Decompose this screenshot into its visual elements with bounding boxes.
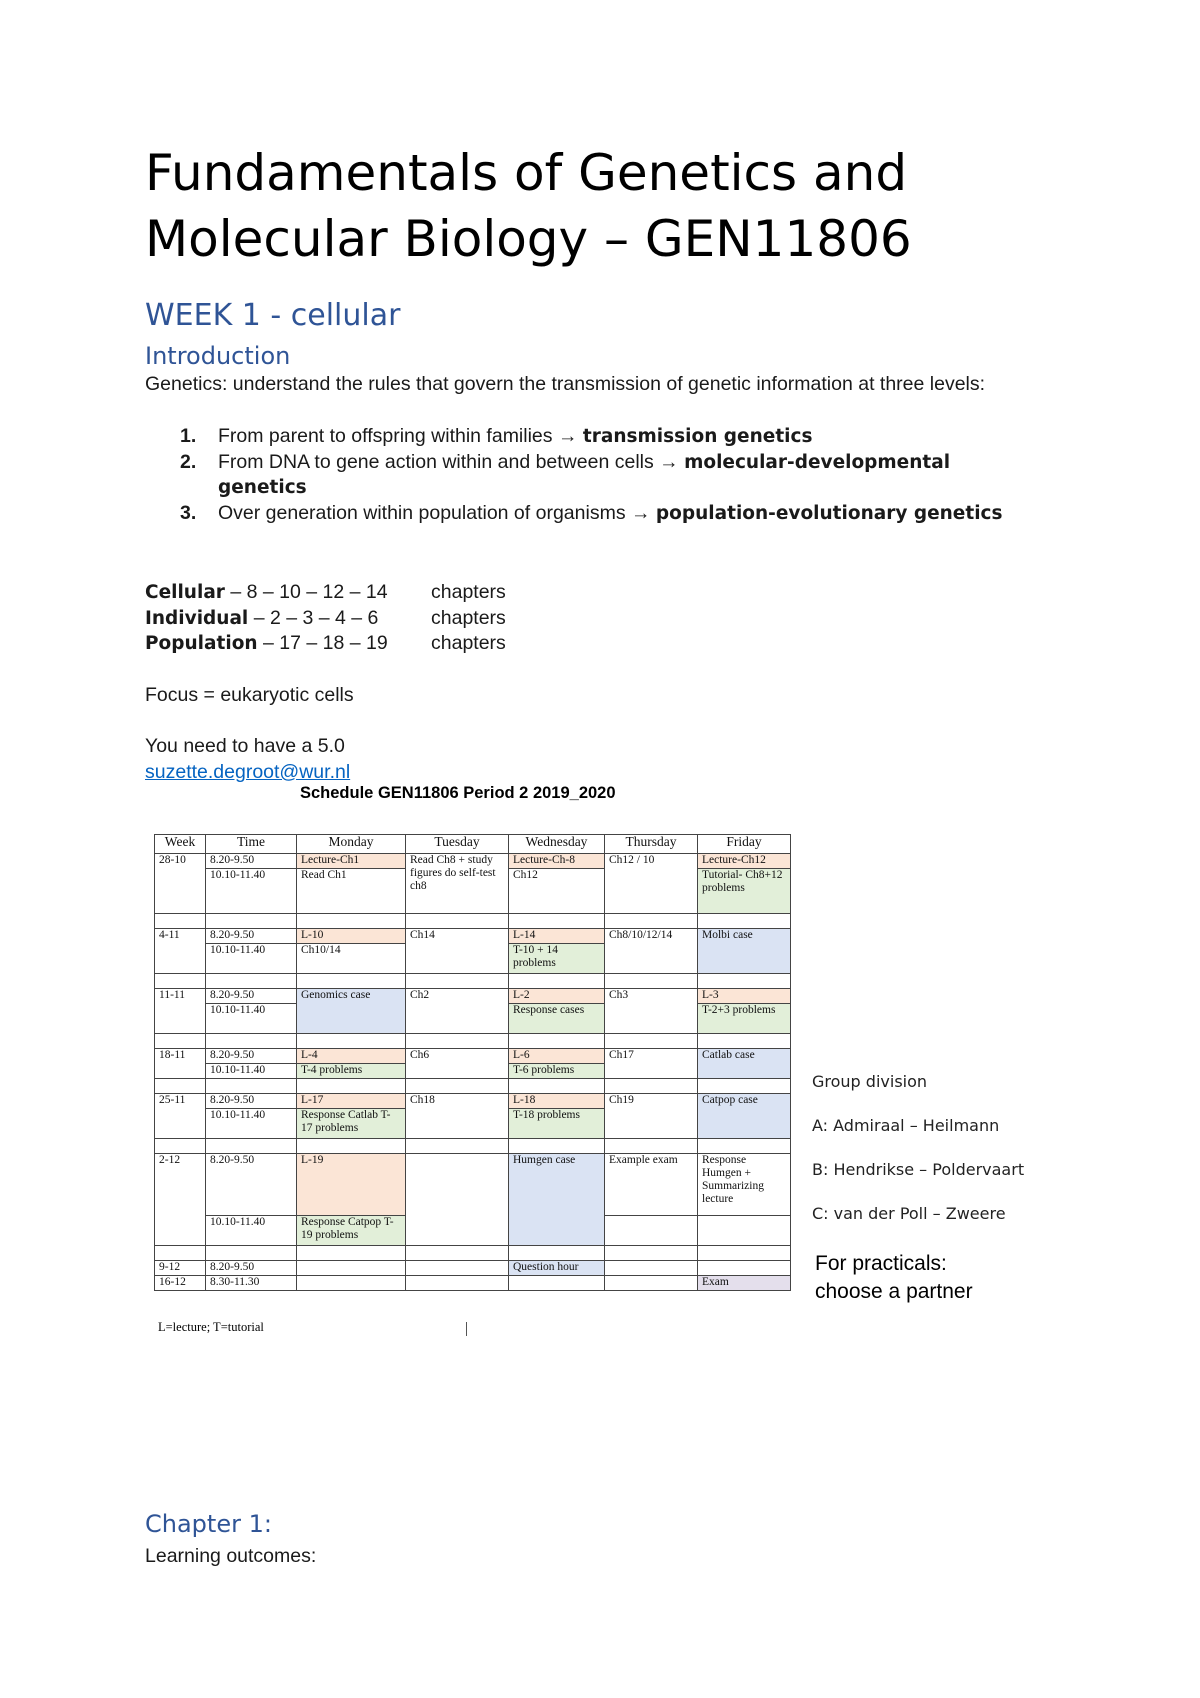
header-monday: Monday (297, 835, 406, 854)
header-tuesday: Tuesday (406, 835, 509, 854)
table-cell: Lecture-Ch1 (297, 854, 406, 869)
header-thursday: Thursday (605, 835, 698, 854)
intro-text: Genetics: understand the rules that govern the transmission of genetic information at three levels: (145, 373, 986, 395)
table-row (155, 989, 791, 1004)
week-heading: WEEK 1 - cellular (145, 298, 401, 333)
chapter-label: Individual (145, 607, 249, 629)
header-wednesday: Wednesday (509, 835, 605, 854)
table-header-row (155, 835, 791, 854)
time-cell: 8.20-9.50 (206, 1261, 297, 1276)
time-cell: 8.20-9.50 (206, 1154, 297, 1216)
time-cell: 10.10-11.40 (206, 1064, 297, 1079)
table-cell: Response Humgen + Summarizing lecture (698, 1154, 791, 1216)
focus-text: Focus = eukaryotic cells (145, 684, 354, 706)
table-cell: Ch18 (406, 1094, 509, 1139)
chapter-row (145, 631, 745, 657)
list-text: From parent to offspring within families → (218, 425, 583, 447)
intro-heading: Introduction (145, 342, 291, 370)
table-cell: Ch14 (406, 929, 509, 974)
document-title (145, 140, 912, 272)
table-cell: L-2 (509, 989, 605, 1004)
group-item: A: Admiraal – Heilmann (812, 1116, 1000, 1135)
table-spacer-row (155, 1246, 791, 1261)
table-cell: Ch12 / 10 (605, 854, 698, 914)
table-cell (297, 1261, 406, 1276)
week-cell: 25-11 (155, 1094, 206, 1139)
table-cell: L-18 (509, 1094, 605, 1109)
table-cell: T-4 problems (297, 1064, 406, 1079)
table-cell: Ch6 (406, 1049, 509, 1079)
chapter-numbers: – 17 – 18 – 19 (257, 632, 388, 654)
table-cell: Ch8/10/12/14 (605, 929, 698, 974)
chapter-numbers: – 2 – 3 – 4 – 6 (248, 606, 379, 629)
chapter-row (145, 606, 745, 632)
schedule-table (154, 834, 791, 1291)
table-cell: Lecture-Ch12 (698, 854, 791, 869)
list-bold: transmission genetics (582, 426, 813, 447)
chapter-row (145, 580, 745, 606)
table-cell: Tutorial- Ch8+12 problems (698, 869, 791, 914)
table-cell (698, 1261, 791, 1276)
week-cell: 4-11 (155, 929, 206, 974)
chapter1-heading: Chapter 1: (145, 1510, 272, 1538)
table-cell (509, 1276, 605, 1291)
time-cell: 8.20-9.50 (206, 989, 297, 1004)
chapter-overview (145, 580, 745, 657)
time-cell: 8.20-9.50 (206, 1094, 297, 1109)
time-cell: 10.10-11.40 (206, 1216, 297, 1246)
table-row (155, 1049, 791, 1064)
levels-list (145, 424, 1045, 526)
week-cell: 11-11 (155, 989, 206, 1034)
header-time: Time (206, 835, 297, 854)
table-cell: L-6 (509, 1049, 605, 1064)
table-row (155, 1154, 791, 1216)
email-link[interactable]: suzette.degroot@wur.nl (145, 761, 351, 783)
table-cell: L-19 (297, 1154, 406, 1216)
list-item (145, 501, 1045, 527)
table-row (155, 854, 791, 869)
table-row (155, 1276, 791, 1291)
schedule-legend: L=lecture; T=tutorial (158, 1320, 264, 1334)
table-cell: Catlab case (698, 1049, 791, 1079)
table-spacer-row (155, 974, 791, 989)
table-cell: Ch12 (509, 869, 605, 914)
table-cell: Read Ch8 + study figures do self-test ch8 (406, 854, 509, 914)
list-item (145, 424, 1045, 450)
table-cell: Exam (698, 1276, 791, 1291)
table-cell: Response Catpop T-19 problems (297, 1216, 406, 1246)
time-cell: 10.10-11.40 (206, 869, 297, 914)
table-cell (605, 1261, 698, 1276)
table-spacer-row (155, 914, 791, 929)
table-cell: L-3 (698, 989, 791, 1004)
table-cell: Example exam (605, 1154, 698, 1216)
table-cell: Ch2 (406, 989, 509, 1034)
time-cell: 10.10-11.40 (206, 944, 297, 974)
time-cell: 8.30-11.30 (206, 1276, 297, 1291)
time-cell: 8.20-9.50 (206, 854, 297, 869)
table-cell: L-14 (509, 929, 605, 944)
group-heading: Group division (812, 1072, 928, 1091)
practicals-line-2: choose a partner (815, 1280, 973, 1303)
list-bold: molecular-developmental genetics (218, 451, 951, 498)
table-row (155, 929, 791, 944)
time-cell: 8.20-9.50 (206, 1049, 297, 1064)
list-text: From DNA to gene action within and between cells → (218, 450, 685, 473)
table-cell (406, 1154, 509, 1246)
practicals-note (815, 1250, 973, 1306)
table-cell: L-10 (297, 929, 406, 944)
week-cell: 16-12 (155, 1276, 206, 1291)
header-week: Week (155, 835, 206, 854)
table-cell: Ch10/14 (297, 944, 406, 974)
list-text: Over generation within population of organisms → (218, 501, 656, 524)
table-cell: Question hour (509, 1261, 605, 1276)
time-cell: 10.10-11.40 (206, 1109, 297, 1139)
table-cell: Response cases (509, 1004, 605, 1034)
table-cell: Lecture-Ch-8 (509, 854, 605, 869)
week-cell: 28-10 (155, 854, 206, 914)
title-line-1: Fundamentals of Genetics and (145, 144, 908, 202)
chapter-word: chapters (431, 632, 506, 654)
table-spacer-row (155, 1034, 791, 1049)
table-cell (698, 1216, 791, 1246)
list-item (145, 450, 1045, 501)
table-cell: Read Ch1 (297, 869, 406, 914)
text-cursor (466, 1322, 467, 1336)
table-cell (406, 1276, 509, 1291)
table-cell (605, 1216, 698, 1246)
table-cell: T-2+3 problems (698, 1004, 791, 1034)
list-number: 2. (180, 450, 197, 473)
group-item: B: Hendrikse – Poldervaart (812, 1160, 1025, 1179)
table-row (155, 1094, 791, 1109)
need-text: You need to have a 5.0 (145, 735, 345, 757)
table-cell: Genomics case (297, 989, 406, 1034)
table-cell: Response Catlab T-17 problems (297, 1109, 406, 1139)
table-cell: Humgen case (509, 1154, 605, 1246)
chapter-numbers: – 8 – 10 – 12 – 14 (224, 581, 388, 603)
time-cell: 8.20-9.50 (206, 929, 297, 944)
table-cell: T-18 problems (509, 1109, 605, 1139)
chapter-word: chapters (431, 606, 506, 629)
table-cell: L-4 (297, 1049, 406, 1064)
table-cell (297, 1276, 406, 1291)
chapter-word: chapters (431, 581, 506, 603)
table-cell: L-17 (297, 1094, 406, 1109)
table-cell (406, 1261, 509, 1276)
group-item: C: van der Poll – Zweere (812, 1204, 1006, 1223)
table-cell: Ch19 (605, 1094, 698, 1139)
week-cell: 18-11 (155, 1049, 206, 1079)
learning-outcomes: Learning outcomes: (145, 1545, 317, 1567)
table-row (155, 1261, 791, 1276)
table-spacer-row (155, 1079, 791, 1094)
table-cell: Catpop case (698, 1094, 791, 1139)
table-spacer-row (155, 1139, 791, 1154)
chapter-label: Population (145, 633, 258, 654)
list-bold: population-evolutionary genetics (655, 502, 1003, 524)
table-cell: T-10 + 14 problems (509, 944, 605, 974)
schedule-title: Schedule GEN11806 Period 2 2019_2020 (300, 784, 616, 802)
chapter-label: Cellular (145, 582, 225, 603)
table-cell: Ch3 (605, 989, 698, 1034)
table-cell: Molbi case (698, 929, 791, 974)
table-cell: T-6 problems (509, 1064, 605, 1079)
title-line-2: Molecular Biology – GEN11806 (145, 210, 912, 268)
list-number: 1. (180, 425, 197, 447)
list-number: 3. (180, 501, 197, 524)
table-cell (605, 1276, 698, 1291)
table-cell: Ch17 (605, 1049, 698, 1079)
practicals-line-1: For practicals: (815, 1252, 947, 1275)
week-cell: 2-12 (155, 1154, 206, 1246)
header-friday: Friday (698, 835, 791, 854)
week-cell: 9-12 (155, 1261, 206, 1276)
time-cell: 10.10-11.40 (206, 1004, 297, 1034)
